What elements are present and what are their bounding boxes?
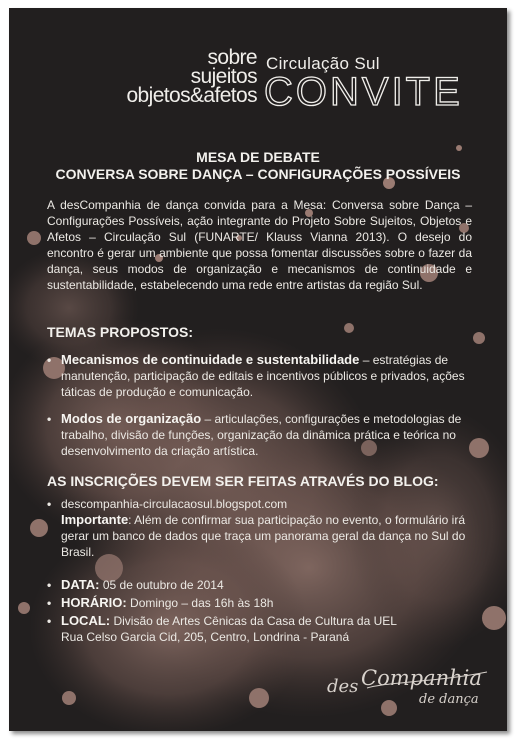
date-value: 05 de outubro de 2014	[99, 578, 224, 592]
theme-title: Mecanismos de continuidade e sustentabilidade	[61, 352, 360, 367]
event-type-title: MESA DE DEBATE	[196, 149, 320, 165]
bullet: •	[47, 614, 52, 628]
logo-companhia: Companhia	[361, 666, 482, 690]
important-text: : Além de confirmar sua participação no evento, o formulário irá gerar um banco de dados que traça um panorama geral da dança no Sul do Brasil.	[61, 513, 466, 559]
theme-item	[47, 352, 467, 400]
project-title-line: objetos&afetos	[126, 84, 257, 107]
important-label: Importante	[61, 512, 129, 527]
theme-item	[47, 411, 467, 459]
location-info	[47, 613, 467, 629]
intro-paragraph: A desCompanhia de dança convida para a Mesa: Conversa sobre Dança – Configurações Possíveis, ação integrante do Projeto Sobre Sujeitos, Objetos e Afetos – Circulação Sul (FUNARTE/ Klauss Vianna 2013). O desejo do encontro é gerar um ambiente que possa fomentar discussões sobre o fazer da dança, seus modos de organização e mecanismos de continuidade e sustentabilidade, estabelecendo uma rede entre artistas da região Sul.	[47, 198, 472, 292]
circulation-label: Circulação Sul	[266, 54, 380, 73]
logo-de-danca: de dança	[419, 692, 479, 707]
blog-item	[47, 496, 467, 512]
time-info	[47, 595, 467, 611]
location-label: LOCAL:	[61, 613, 111, 628]
logo-des: des	[327, 676, 359, 697]
event-name-title: CONVERSA SOBRE DANÇA – CONFIGURAÇÕES POSSÍVEIS	[55, 166, 461, 182]
bullet: •	[47, 596, 52, 610]
header	[9, 48, 507, 118]
theme-title: Modos de organização	[61, 411, 202, 426]
date-info	[47, 577, 467, 593]
bullet: •	[47, 497, 52, 511]
bullet: •	[47, 412, 52, 426]
project-title	[126, 48, 257, 105]
theme-text: – articulações, configurações e metodologias de trabalho, divisão de funções, organização da dinâmica prática e teórica no desenvolvimento da criação artística.	[61, 412, 462, 458]
descompanhia-logo	[327, 648, 497, 718]
invite-heading: CONVITE	[264, 70, 463, 114]
registration-heading: AS INSCRIÇÕES DEVEM SER FEITAS ATRAVÉS DO BLOG:	[47, 473, 439, 489]
theme-text: – estratégias de manutenção, participação de editais e incentivos públicos e privados, ações táticas de produção e comunicação.	[61, 353, 465, 399]
blog-link[interactable]: descompanhia-circulacaosul.blogspot.com	[61, 497, 288, 511]
address: Rua Celso Garcia Cid, 205, Centro, Londrina - Paraná	[61, 630, 350, 644]
project-title-line: sujeitos	[190, 65, 257, 88]
invitation-poster	[9, 8, 507, 731]
time-value: Domingo – das 16h às 18h	[126, 596, 274, 610]
bullet: •	[47, 353, 52, 367]
bullet: •	[47, 578, 52, 592]
date-label: DATA:	[61, 577, 100, 592]
important-note	[61, 512, 471, 560]
location-value: Divisão de Artes Cênicas da Casa de Cultura da UEL	[110, 614, 397, 628]
project-title-line: sobre	[207, 46, 257, 69]
themes-heading: TEMAS PROPOSTOS:	[47, 324, 193, 340]
time-label: HORÁRIO:	[61, 595, 127, 610]
